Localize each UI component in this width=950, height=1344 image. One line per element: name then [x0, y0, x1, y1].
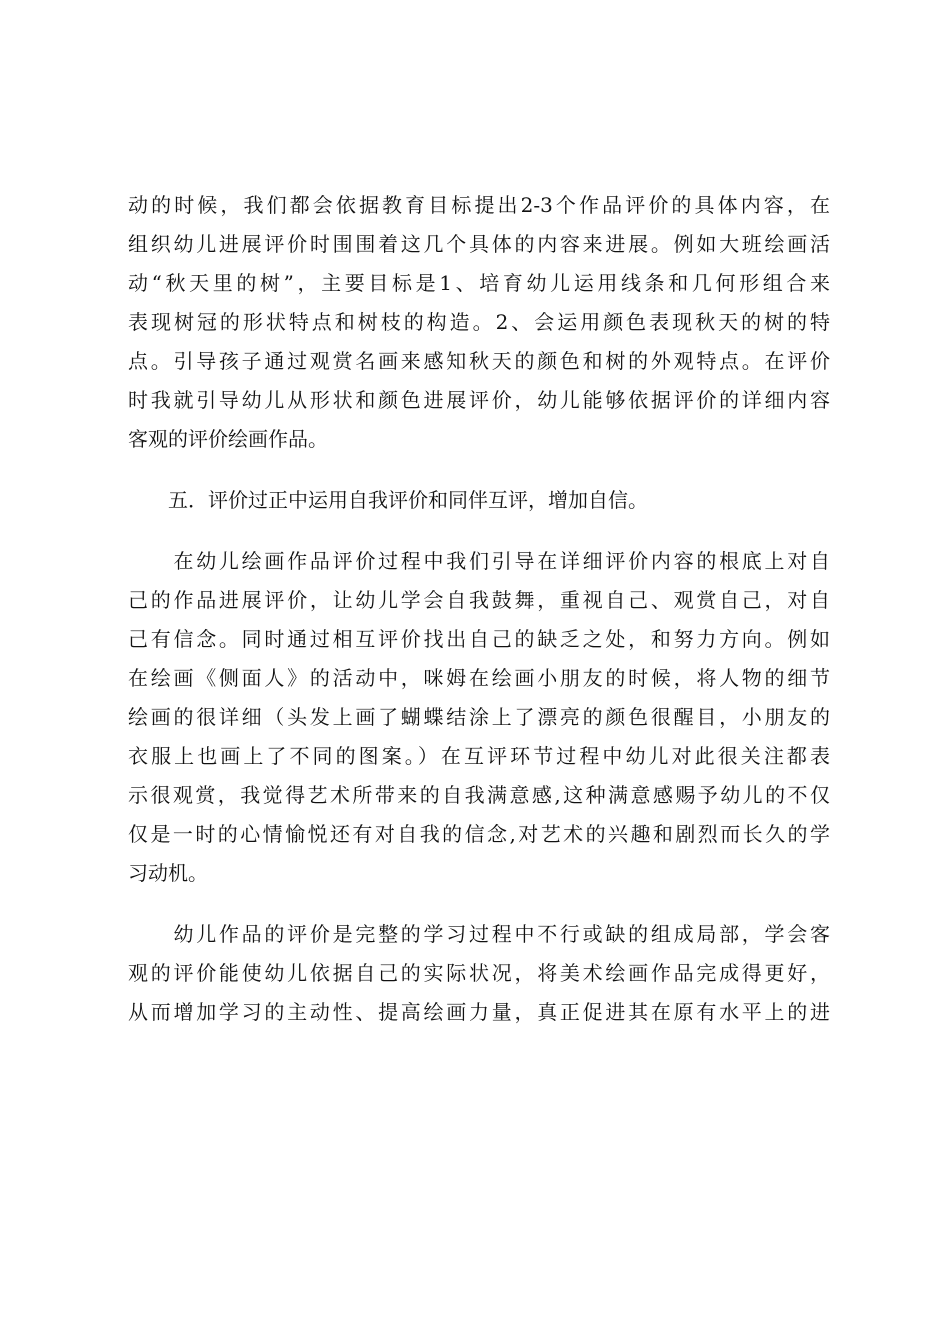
text-line: 动的时候，我们都会依据教育目标提出2-3个作品评价的具体内容，在 — [128, 193, 830, 217]
paragraph-1 — [128, 186, 830, 459]
paragraph-2 — [128, 542, 830, 893]
section-heading: 五．评价过正中运用自我评价和同伴互评，增加自信。 — [128, 488, 648, 512]
text-line: 从而增加学习的主动性、提高绘画力量，真正促进其在原有水平上的进 — [128, 1000, 830, 1024]
text-line: 衣服上也画上了不同的图案。）在互评环节过程中幼儿对此很关注都表 — [128, 744, 830, 768]
paragraph-3 — [128, 915, 830, 1032]
text-line: 示很观赏，我觉得艺术所带来的自我满意感,这种满意感赐予幼儿的不仅 — [128, 783, 830, 807]
text-line: 绘画的很详细（头发上画了蝴蝶结涂上了漂亮的颜色很醒目，小朋友的 — [128, 705, 830, 729]
text-line: 己的作品进展评价，让幼儿学会自我鼓舞，重视自己、观赏自己，对自 — [128, 588, 830, 612]
text-line: 组织幼儿进展评价时围围着这几个具体的内容来进展。例如大班绘画活 — [128, 232, 830, 256]
text-line: 在绘画《侧面人》的活动中，咪姆在绘画小朋友的时候，将人物的细节 — [128, 666, 830, 690]
text-line: 动“秋天里的树”，主要目标是1、培育幼儿运用线条和几何形组合来 — [128, 271, 830, 295]
text-line: 时我就引导幼儿从形状和颜色进展评价，幼儿能够依据评价的详细内容 — [128, 388, 830, 412]
text-line: 仅是一时的心情愉悦还有对自我的信念,对艺术的兴趣和剧烈而长久的学 — [128, 822, 830, 846]
text-line: 己有信念。同时通过相互评价找出自己的缺乏之处，和努力方向。例如 — [128, 627, 830, 651]
text-line: 表现树冠的形状特点和树枝的构造。2、会运用颜色表现秋天的树的特 — [128, 310, 830, 334]
text-line: 习动机。 — [128, 861, 208, 885]
text-line: 幼儿作品的评价是完整的学习过程中不行或缺的组成局部，学会客 — [128, 922, 830, 946]
document-body — [128, 186, 830, 1032]
text-line: 在幼儿绘画作品评价过程中我们引导在详细评价内容的根底上对自 — [128, 549, 830, 573]
text-line: 点。引导孩子通过观赏名画来感知秋天的颜色和树的外观特点。在评价 — [128, 349, 830, 373]
text-line: 客观的评价绘画作品。 — [128, 427, 328, 451]
text-line: 观的评价能使幼儿依据自己的实际状况，将美术绘画作品完成得更好， — [128, 961, 830, 985]
